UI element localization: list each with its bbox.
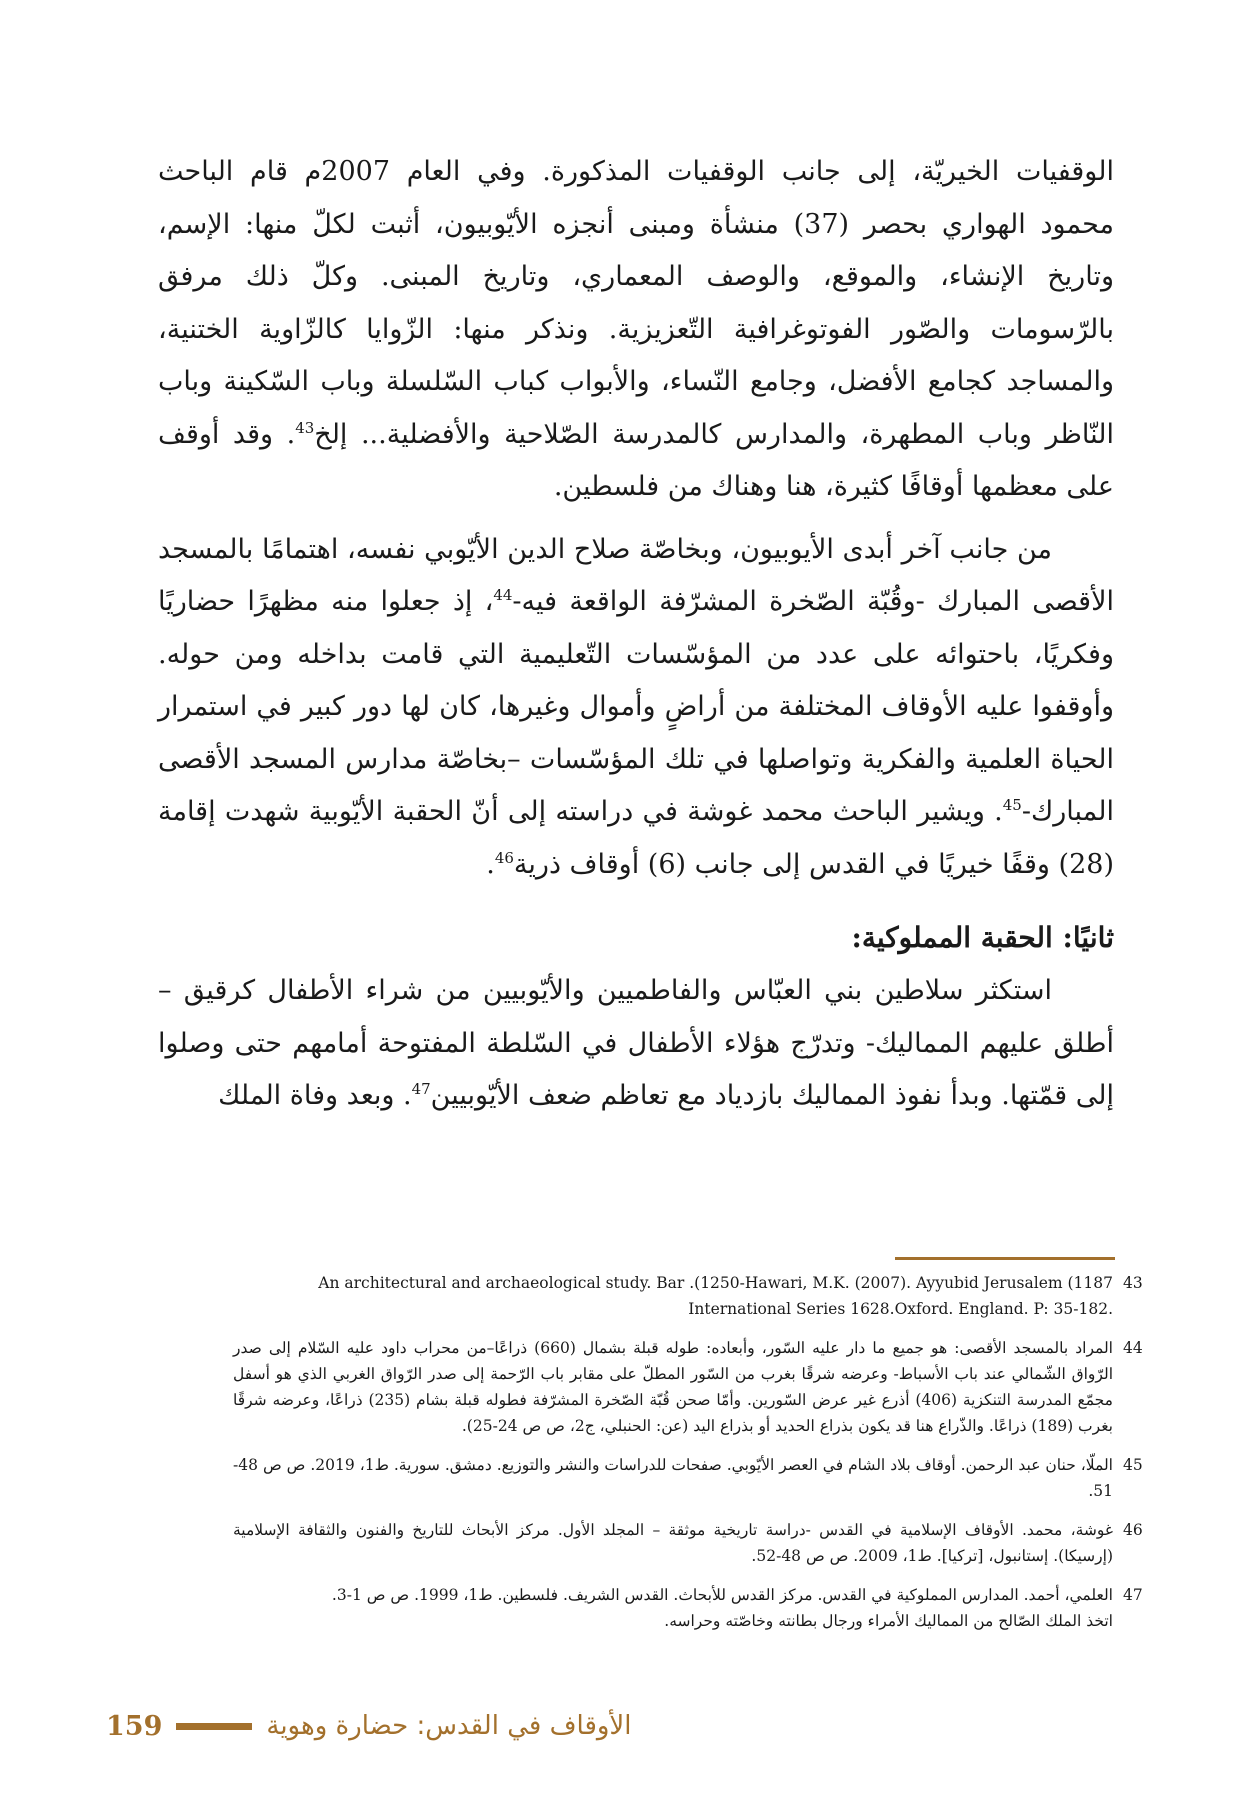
- paragraph-1-text: الوقفيات الخيريّة، إلى جانب الوقفيات المذكورة. وفي العام 2007م قام الباحث محمود الهواري بحصر (37) منشأة ومبنى أنجزه الأيّوبيون، أثبت لكلّ منها: الإسم، وتاريخ الإنشاء، والموقع، والوصف المعماري، وتاريخ المبنى. وكلّ ذلك مرفق بالرّسومات والصّور الفوتوغرافية التّعزيزية. ونذكر منها: الزّوايا كالزّاوية الختنية، والمساجد كجامع الأفضل، وجامع النّساء، والأبواب كباب السّلسلة وباب السّكينة وباب النّاظر وباب المطهرة، والمدارس كالمدرسة الصّلاحية والأفضلية... إلخ: [158, 156, 1114, 450]
- paragraph-2: [158, 524, 1114, 892]
- book-title: الأوقاف في القدس: حضارة وهوية: [266, 1711, 632, 1741]
- footnote-44: [233, 1335, 1143, 1439]
- footnote-ref-43[interactable]: 43: [295, 418, 315, 437]
- footnote-text: [233, 1452, 1113, 1504]
- paragraph-3: [158, 965, 1114, 1123]
- paragraph-1: [158, 146, 1114, 514]
- paragraph-2-part-c: . ويشير الباحث محمد غوشة في دراسته إلى أنّ الحقبة الأيّوبية شهدت إقامة (28) وقفًا خيريًا في القدس إلى جانب (6) أوقاف ذرية: [158, 796, 1114, 880]
- footnote-number: 47: [1123, 1586, 1143, 1604]
- footnote-line: An architectural and archaeological study. Bar .(1250-Hawari, M.K. (2007). Ayyubid Jerusalem (1187: [318, 1274, 1113, 1292]
- paragraph-2-part-b: ، إذ جعلوا منه مظهرًا حضاريًا وفكريًا، باحتوائه على عدد من المؤسّسات التّعليمية التي قامت بداخله ومن حوله. وأوقفوا عليه الأوقاف المختلفة من أراضٍ وأموال وغيرها، كان لها دور كبير في استمرار الحياة العلمية والفكرية وتواصلها في تلك المؤسّسات –بخاصّة مدارس المسجد الأقصى المبارك-: [158, 586, 1114, 827]
- main-text: [158, 146, 1114, 1123]
- paragraph-2-part-a: من جانب آخر أبدى الأيوبيون، وبخاصّة صلاح الدين الأيّوبي نفسه، اهتمامًا بالمسجد الأقصى المبارك -وقُبّة الصّخرة المشرّفة الواقعة فيه-: [158, 533, 1114, 617]
- page-footer: [106, 1706, 666, 1746]
- footnote-line: العلمي، أحمد. المدارس المملوكية في القدس. مركز القدس للأبحاث. القدس الشريف. فلسطين. ط1، 1999. ص ص 1-3.: [331, 1586, 1113, 1604]
- footnote-43: [233, 1270, 1143, 1322]
- footnote-ref-45[interactable]: 45: [1002, 796, 1022, 814]
- footnote-line: غوشة، محمد. الأوقاف الإسلامية في القدس -دراسة تاريخية موثقة – المجلد الأول. مركز الأبحاث للتاريخ والفنون والثقافة الإسلامية (إرسيكا). إستانبول، [تركيا]. ط1، 2009. ص ص 48-52.: [233, 1521, 1113, 1565]
- footnote-45: [233, 1452, 1143, 1504]
- paragraph-3-part-a: استكثر سلاطين بني العبّاس والفاطميين والأيّوبيين من شراء الأطفال كرقيق –أطلق عليهم المماليك- وتدرّج هؤلاء الأطفال في السّلطة المفتوحة أمامهم حتى وصلوا إلى قمّتها. وبدأ نفوذ المماليك بازدياد مع تعاظم ضعف الأيّوبيين: [158, 975, 1114, 1111]
- footnote-number: 44: [1123, 1339, 1143, 1357]
- footnote-line: المراد بالمسجد الأقصى: هو جميع ما دار عليه السّور، وأبعاده: طوله قبلة بشمال (660) ذراعًا–من محراب داود عليه السّلام إلى صدر الرّواق الشّمالي عند باب الأسباط- وعرضه شرقًا بغرب من السّور المطلّ على مقابر باب الرّحمة إلى صدر الرّواق الغربي الذي هو أسفل مجمّع المدرسة التنكزية (406) أذرع غير عرض السّورين. وأمّا صحن قُبّة الصّخرة المشرّفة فطوله قبلة بشام (235) ذراعًا، وعرضه شرقًا بغرب (189) ذراعًا. والذّراع هنا قد يكون بذراع الحديد أو بذراع اليد (عن: الحنبلي، ج2، ص ص 24-25).: [233, 1339, 1113, 1435]
- footnote-separator: [895, 1257, 1115, 1260]
- footnote-text: [233, 1517, 1113, 1569]
- footnotes: [233, 1270, 1143, 1647]
- footnote-46: [233, 1517, 1143, 1569]
- footnote-text: [233, 1582, 1113, 1634]
- paragraph-2-end: .: [486, 848, 495, 880]
- footnote-line: الملّا، حنان عبد الرحمن. أوقاف بلاد الشام في العصر الأيّوبي. صفحات للدراسات والنشر والتوزيع. دمشق. سورية. ط1، 2019. ص ص 48-51.: [233, 1456, 1113, 1500]
- footnote-ref-47[interactable]: 47: [411, 1080, 431, 1098]
- page-number: 159: [106, 1710, 163, 1742]
- footnote-ref-44[interactable]: 44: [493, 586, 513, 604]
- footnote-number: 45: [1123, 1456, 1143, 1474]
- footnote-number: 46: [1123, 1521, 1143, 1539]
- footnote-ref-46[interactable]: 46: [494, 848, 514, 867]
- footnote-number: 43: [1123, 1274, 1143, 1292]
- footnote-text: [233, 1335, 1113, 1439]
- footnote-text: [233, 1270, 1113, 1322]
- footnote-line: اتخذ الملك الصّالح من المماليك الأمراء ورجال بطانته وخاصّته وحراسه.: [664, 1612, 1113, 1630]
- paragraph-1-end: . وقد أوقف على معظمها أوقافًا كثيرة، هنا وهناك من فلسطين.: [158, 418, 1114, 502]
- footer-bar: [176, 1723, 252, 1730]
- section-heading: ثانيًا: الحقبة المملوكية:: [851, 921, 1114, 954]
- footnote-line: .182-International Series 1628.Oxford. England. P: 35: [688, 1300, 1113, 1318]
- paragraph-3-part-b: . وبعد وفاة الملك: [218, 1080, 412, 1111]
- footnote-47: [233, 1582, 1143, 1634]
